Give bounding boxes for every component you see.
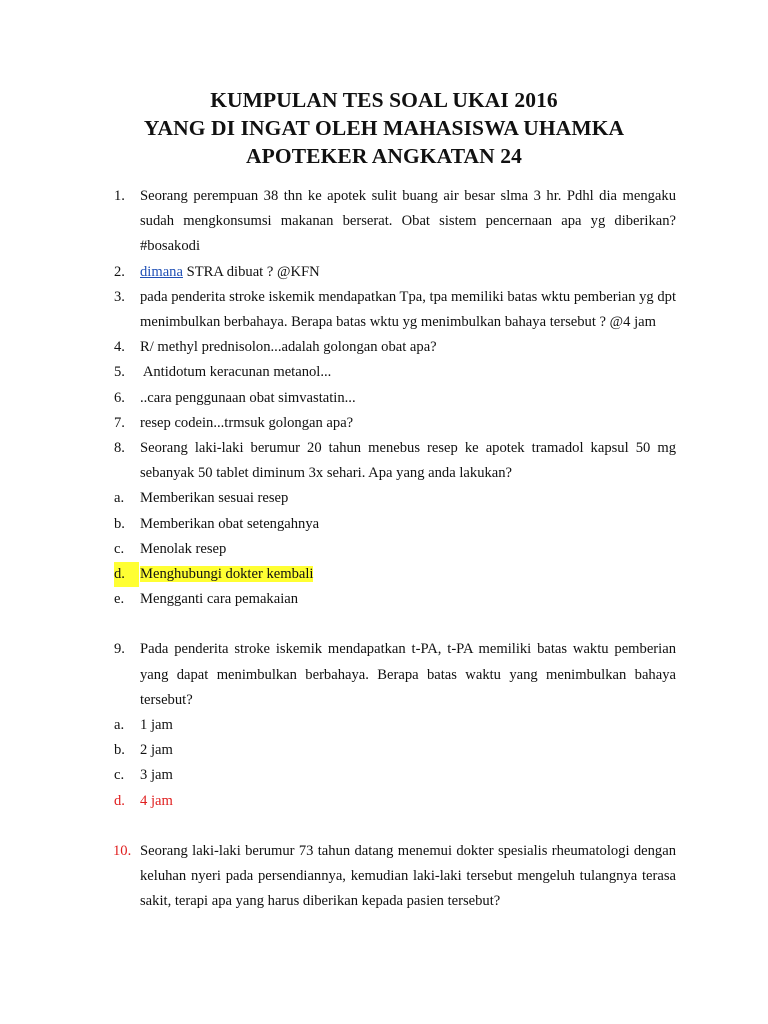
option-text: Menghubungi dokter kembali bbox=[140, 566, 314, 583]
q8-option-a bbox=[114, 486, 676, 511]
option-text: Memberikan obat setengahnya bbox=[140, 515, 320, 532]
question-1 bbox=[114, 184, 676, 260]
question-text: R/ methyl prednisolon...adalah golongan obat apa? bbox=[140, 339, 437, 356]
option-letter: b. bbox=[114, 515, 125, 532]
question-text: pada penderita stroke iskemik mendapatkan Tpa, tpa memiliki batas wktu pemberian yg dpt menimbulkan berbahaya. Berapa batas wktu yg menimbulkan bahaya tersebut ? @4 jam bbox=[140, 288, 676, 331]
question-text: Seorang laki-laki berumur 73 tahun datang menemui dokter spesialis rheumatologi dengan keluhan nyeri pada persendiannya, kemudian laki-laki tersebut mengeluh tulangnya terasa sakit, terapi apa yang harus diberikan kepada pasien tersebut? bbox=[140, 842, 676, 910]
q9-option-b bbox=[114, 738, 676, 763]
question-5 bbox=[114, 360, 676, 385]
option-letter: a. bbox=[114, 490, 125, 507]
q8-option-c bbox=[114, 537, 676, 562]
document-title bbox=[0, 86, 768, 170]
option-letter: b. bbox=[114, 742, 125, 759]
question-9 bbox=[114, 637, 676, 713]
q8-option-e bbox=[114, 587, 676, 612]
option-text: 2 jam bbox=[140, 742, 173, 759]
question-8 bbox=[114, 436, 676, 486]
q9-option-d-answer bbox=[114, 789, 676, 814]
question-number: 1. bbox=[114, 188, 125, 204]
option-text: 4 jam bbox=[140, 792, 173, 809]
q8-option-d-highlighted bbox=[114, 562, 676, 587]
option-letter: a. bbox=[114, 717, 125, 734]
question-text: ..cara penggunaan obat simvastatin... bbox=[140, 389, 356, 406]
question-text: STRA dibuat ? @KFN bbox=[182, 263, 320, 280]
option-text: 1 jam bbox=[140, 717, 173, 734]
title-line-3: APOTEKER ANGKATAN 24 bbox=[246, 144, 522, 168]
question-3 bbox=[114, 285, 676, 335]
title-line-1: KUMPULAN TES SOAL UKAI 2016 bbox=[210, 88, 558, 112]
option-letter: c. bbox=[114, 540, 125, 557]
option-letter: d. bbox=[114, 792, 125, 809]
q9-option-a bbox=[114, 713, 676, 738]
dimana-link[interactable]: dimana bbox=[140, 263, 183, 280]
question-number: 8. bbox=[114, 440, 125, 457]
question-number: 9. bbox=[114, 641, 125, 658]
question-4 bbox=[114, 335, 676, 360]
question-number: 2. bbox=[114, 263, 125, 280]
question-number: 6. bbox=[114, 389, 125, 406]
option-text: Memberikan sesuai resep bbox=[140, 490, 289, 507]
question-text: Pada penderita stroke iskemik mendapatkan t-PA, t-PA memiliki batas waktu pemberian yang dapat menimbulkan berbahaya. Berapa batas waktu yang menimbulkan bahaya tersebut? bbox=[140, 641, 676, 708]
question-number: 3. bbox=[114, 288, 125, 305]
option-text: Mengganti cara pemakaian bbox=[140, 591, 299, 608]
question-6 bbox=[114, 386, 676, 411]
question-7 bbox=[114, 411, 676, 436]
question-number: 7. bbox=[114, 414, 125, 431]
question-10 bbox=[114, 839, 676, 915]
question-list bbox=[114, 184, 676, 914]
q9-option-c bbox=[114, 763, 676, 788]
question-number: 10. bbox=[113, 842, 132, 859]
option-letter: d. bbox=[114, 562, 139, 587]
option-text: Menolak resep bbox=[140, 540, 227, 557]
spacer bbox=[114, 814, 676, 839]
question-2 bbox=[114, 260, 676, 285]
title-line-2: YANG DI INGAT OLEH MAHASISWA UHAMKA bbox=[143, 116, 625, 140]
question-number: 4. bbox=[114, 339, 125, 356]
spacer bbox=[114, 612, 676, 637]
question-text: Antidotum keracunan metanol... bbox=[140, 364, 332, 381]
question-text: resep codein...trmsuk golongan apa? bbox=[140, 414, 354, 431]
option-letter: c. bbox=[114, 767, 125, 784]
option-text: 3 jam bbox=[140, 767, 173, 784]
q8-option-b bbox=[114, 512, 676, 537]
question-text: Seorang perempuan 38 thn ke apotek sulit buang air besar slma 3 hr. Pdhl dia mengaku sudah mengkonsumsi makanan berserat. Obat sistem pencernaan apa yg diberikan? #bosakodi bbox=[140, 188, 676, 255]
option-letter: e. bbox=[114, 591, 125, 608]
question-text: Seorang laki-laki berumur 20 tahun menebus resep ke apotek tramadol kapsul 50 mg sebanyak 50 tablet diminum 3x sehari. Apa yang anda lakukan? bbox=[140, 440, 676, 482]
question-number: 5. bbox=[114, 364, 125, 381]
